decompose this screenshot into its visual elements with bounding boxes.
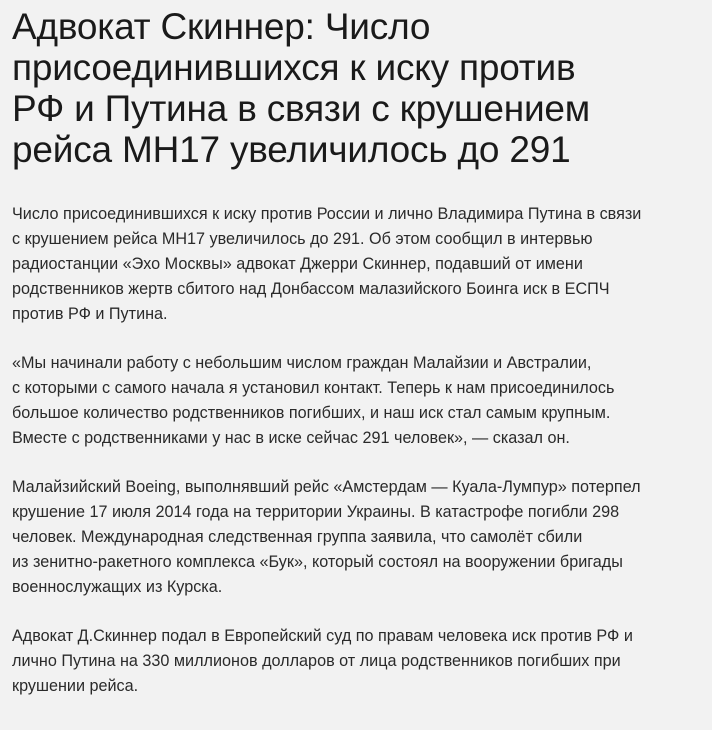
- paragraph-line: Адвокат Д.Скиннер подал в Европейский суд по правам человека иск против РФ и: [12, 627, 633, 645]
- paragraph-line: человек. Международная следственная группа заявила, что самолёт сбили: [12, 528, 583, 546]
- headline-line: рейса MH17 увеличилось до 291: [12, 129, 571, 170]
- headline-line: Адвокат Скиннер: Число: [12, 6, 431, 47]
- paragraph-line: из зенитно-ракетного комплекса «Бук», который состоял на вооружении бригады: [12, 553, 623, 571]
- paragraph-line: крушение 17 июля 2014 года на территории Украины. В катастрофе погибли 298: [12, 503, 620, 521]
- paragraph-line: родственников жертв сбитого над Донбассом малазийского Боинга иск в ЕСПЧ: [12, 280, 610, 298]
- paragraph-line: лично Путина на 330 миллионов долларов от лица родственников погибших при: [12, 652, 621, 670]
- paragraph-line: радиостанции «Эхо Москвы» адвокат Джерри Скиннер, подавший от имени: [12, 255, 583, 273]
- article-paragraph-background: [12, 475, 710, 600]
- headline-line: присоединившихся к иску против: [12, 47, 576, 88]
- paragraph-line: военнослужащих из Курска.: [12, 578, 223, 596]
- paragraph-line: Вместе с родственниками у нас в иске сейчас 291 человек», — сказал он.: [12, 429, 570, 447]
- headline-line: РФ и Путина в связи с крушением: [12, 88, 591, 129]
- paragraph-line: «Мы начинали работу с небольшим числом граждан Малайзии и Австралии,: [12, 354, 592, 372]
- article-paragraph-quote: [12, 351, 710, 451]
- article-body: [12, 202, 700, 699]
- paragraph-line: с которыми с самого начала я установил контакт. Теперь к нам присоединилось: [12, 379, 615, 397]
- paragraph-line: Малайзийский Boeing, выполнявший рейс «Амстердам — Куала-Лумпур» потерпел: [12, 478, 641, 496]
- paragraph-line: большое количество родственников погибших, и наш иск стал самым крупным.: [12, 404, 611, 422]
- paragraph-line: против РФ и Путина.: [12, 305, 168, 323]
- article-headline: [12, 6, 702, 170]
- article-paragraph-lawsuit: [12, 624, 710, 699]
- paragraph-line: крушении рейса.: [12, 677, 139, 695]
- article-paragraph-intro: [12, 202, 710, 327]
- paragraph-line: Число присоединившихся к иску против России и лично Владимира Путина в связи: [12, 205, 642, 223]
- paragraph-line: с крушением рейса MH17 увеличилось до 291. Об этом сообщил в интервью: [12, 230, 593, 248]
